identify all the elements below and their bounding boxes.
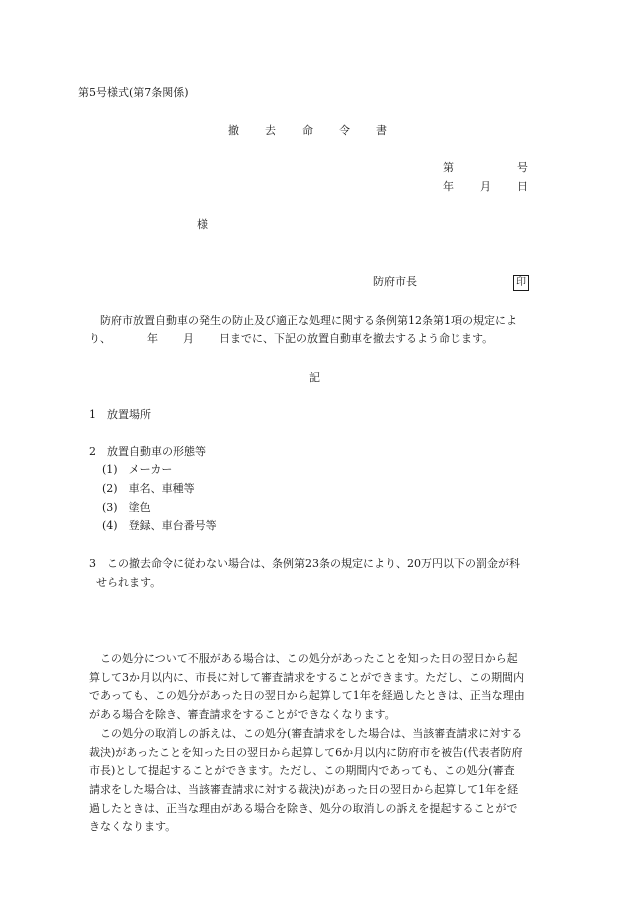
- appeal-notice: [89, 650, 525, 837]
- date-day: 日: [517, 180, 528, 193]
- item-3-line-2: せられます。: [96, 576, 162, 589]
- subitem: (1) メーカー: [102, 463, 173, 476]
- date-month: 月: [480, 180, 491, 193]
- ki-heading: 記: [309, 371, 320, 384]
- appeal-paragraph-2: この処分の取消しの訴えは、この処分(審査請求をした場合は、当該審査請求に対する裁決)があったことを知った日の翌日から起算して6か月以内に防府市を被告(代表者防府市長)として提起することができます。ただし、この期間内であっても、この処分(審査請求をした場合は、当該審査請求に対する裁決)があった日の翌日から起算して1年を経過したときは、正当な理由がある場合を除き、処分の取消しの訴えを提起することができなくなります。: [89, 726, 523, 834]
- body-line-2-year: 年: [147, 332, 158, 345]
- appeal-paragraph-1: この処分について不服がある場合は、この処分があったことを知った日の翌日から起算して3か月以内に、市長に対して審査請求をすることができます。ただし、この期間内であっても、この処分があった日の翌日から起算して1年を経過したときは、正当な理由がある場合を除き、審査請求をすることができなくなります。: [89, 652, 525, 722]
- issuer-name: 防府市長: [373, 275, 417, 288]
- subitem: (4) 登録、車台番号等: [102, 519, 217, 532]
- title-char: 令: [339, 124, 350, 137]
- title-char: 撤: [228, 124, 239, 137]
- body-line-2-start: り、: [89, 332, 111, 345]
- item-2: 2 放置自動車の形態等: [89, 445, 206, 458]
- doc-number-dai: 第: [443, 161, 454, 174]
- subitem: (2) 車名、車種等: [102, 482, 195, 495]
- body-line-2-month: 月: [183, 332, 194, 345]
- item-3-line-1: 3 この撤去命令に従わない場合は、条例第23条の規定により、20万円以下の罰金が科: [89, 557, 520, 570]
- title-char: 書: [376, 124, 387, 137]
- seal-icon: 印: [513, 275, 529, 291]
- date-year: 年: [443, 180, 454, 193]
- document-title: [228, 122, 387, 140]
- addressee-suffix: 様: [197, 218, 208, 231]
- seal-mark: [513, 273, 529, 291]
- subitem: (3) 塗色: [102, 501, 151, 514]
- form-number: 第5号様式(第7条関係): [78, 86, 189, 99]
- body-line-1: 防府市放置自動車の発生の防止及び適正な処理に関する条例第12条第1項の規定によ: [100, 314, 517, 327]
- item-1: 1 放置場所: [89, 408, 151, 421]
- title-char: 去: [265, 124, 276, 137]
- body-line-2-rest: 日までに、下記の放置自動車を撤去するよう命じます。: [219, 332, 494, 345]
- doc-number-go: 号: [517, 161, 528, 174]
- title-char: 命: [302, 124, 313, 137]
